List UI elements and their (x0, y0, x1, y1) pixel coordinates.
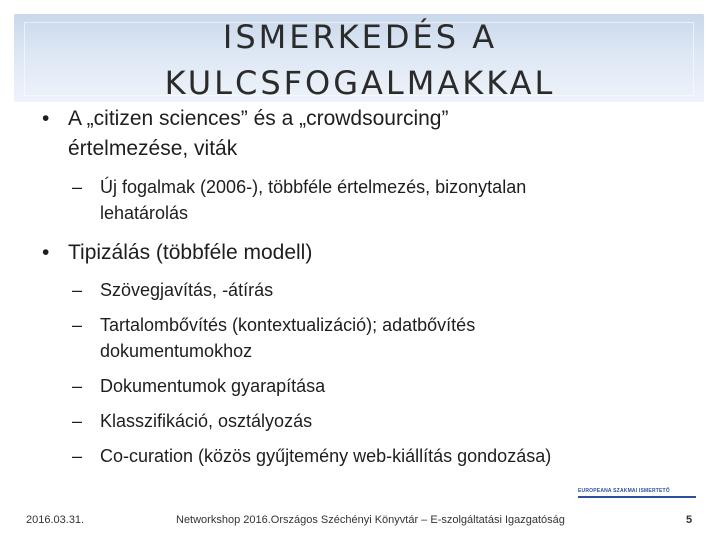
page-number: 5 (686, 514, 693, 526)
footer-text: Networkshop 2016.Országos Széchényi Könyvtár – E-szolgáltatási Igazgatóság (176, 514, 565, 526)
sub-bullet-text-line: dokumentumokhoz (100, 341, 253, 361)
dash-marker: – (72, 177, 83, 197)
sub-bullet-item (72, 174, 700, 226)
bullet-text-line: Tipizálás (többféle modell) (68, 241, 313, 264)
europeana-logo (578, 488, 696, 500)
sub-bullet-text-line: Klasszifikáció, osztályozás (100, 411, 313, 431)
bullet-marker: • (42, 241, 50, 264)
dash-marker: – (72, 315, 83, 335)
sub-bullet-text-line: Dokumentumok gyarapítása (100, 376, 326, 396)
bullet-item (42, 238, 688, 268)
dash-marker: – (72, 376, 83, 396)
footer-date: 2016.03.31. (26, 514, 85, 526)
slide-title: ISMERKEDÉS A KULCSFOGALMAKKAL (164, 18, 556, 102)
sub-bullet-item (72, 443, 700, 469)
sub-bullet-item (72, 312, 700, 364)
bullet-text-line: A „citizen sciences” és a „crowdsourcing” (68, 107, 449, 130)
sub-bullet-item (72, 408, 700, 434)
sub-bullet-text-line: Új fogalmak (2006-), többféle értelmezés, bizonytalan (100, 177, 527, 197)
bullet-text-line: értelmezése, viták (68, 137, 238, 160)
dash-marker: – (72, 411, 83, 431)
bullet-marker: • (42, 107, 50, 130)
logo-text: EUROPEANA SZAKMAI ISMERTETŐ (578, 488, 670, 494)
sub-bullet-text-line: lehatárolás (100, 203, 189, 223)
sub-bullet-text-line: Co-curation (közös gyűjtemény web-kiállítás gondozása) (100, 446, 552, 466)
sub-bullet-item (72, 277, 700, 303)
sub-bullet-text-line: Tartalombővítés (kontextualizáció); adatbővítés (100, 315, 476, 335)
sub-bullet-text-line: Szövegjavítás, -átírás (100, 280, 274, 300)
logo-bar (578, 496, 696, 498)
bullet-item (42, 104, 688, 164)
dash-marker: – (72, 280, 83, 300)
dash-marker: – (72, 446, 83, 466)
sub-bullet-item (72, 373, 700, 399)
